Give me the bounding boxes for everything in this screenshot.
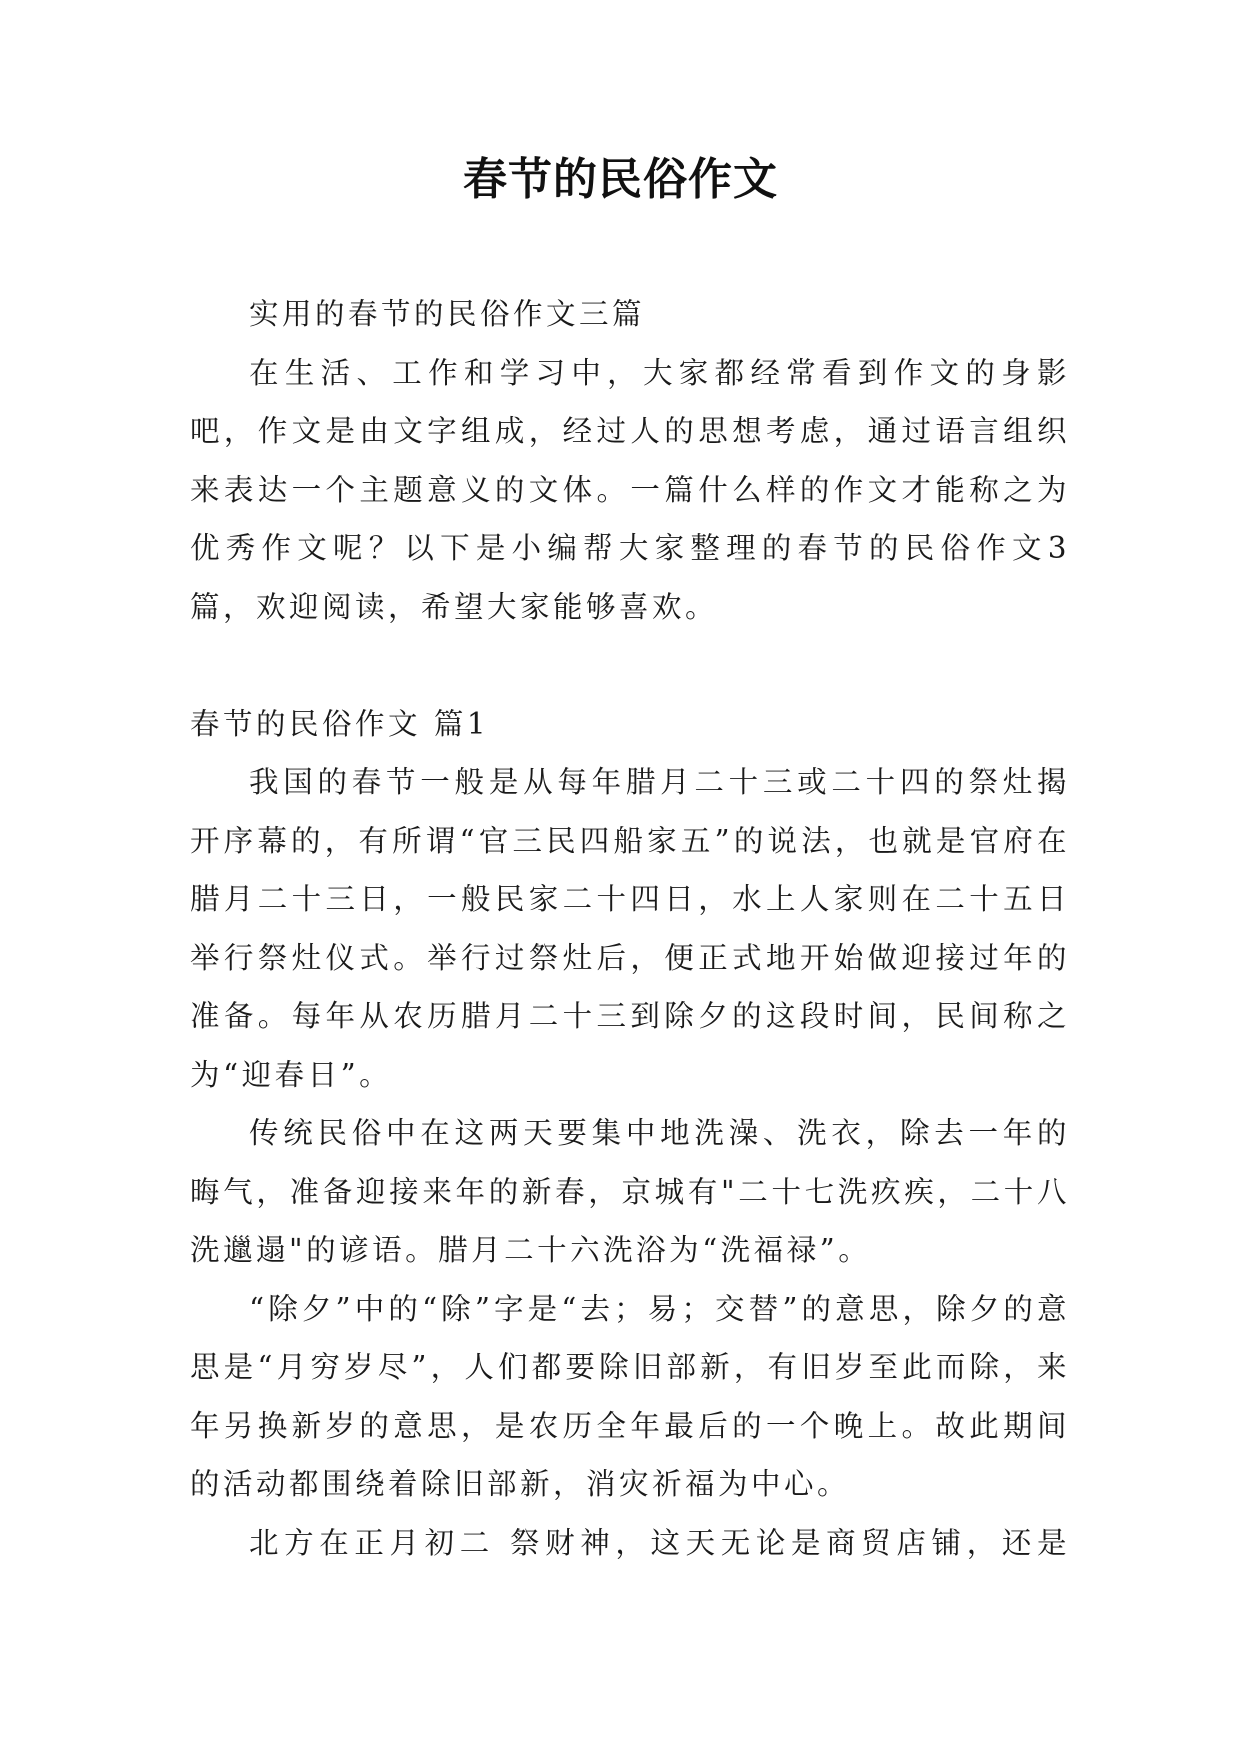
body-paragraph: “除夕”中的“除”字是“去；易；交替”的意思，除夕的意思是“月穷岁尽”，人们都要除旧部新，有旧岁至此而除，来年另换新岁的意思，是农历全年最后的一个晚上。故此期间的活动都围绕着除旧部新，消灾祈福为中心。 bbox=[190, 1291, 1070, 1501]
intro-paragraph: 在生活、工作和学习中，大家都经常看到作文的身影吧，作文是由文字组成，经过人的思想考虑，通过语言组织来表达一个主题意义的文体。一篇什么样的作文才能称之为优秀作文呢？以下是小编帮大家整理的春节的民俗作文3篇，欢迎阅读，希望大家能够喜欢。 bbox=[190, 355, 1070, 624]
subtitle-paragraph: 实用的春节的民俗作文三篇 bbox=[249, 297, 646, 331]
paragraph-spacer bbox=[190, 636, 1070, 695]
document-title: 春节的民俗作文 bbox=[463, 154, 778, 205]
body-paragraph: 我国的春节一般是从每年腊月二十三或二十四的祭灶揭开序幕的，有所谓“官三民四船家五”的说法，也就是官府在腊月二十三日，一般民家二十四日，水上人家则在二十五日举行祭灶仪式。举行过祭灶后，便正式地开始做迎接过年的准备。每年从农历腊月二十三到除夕的这段时间，民间称之为“迎春日”。 bbox=[190, 765, 1070, 1092]
section-heading: 春节的民俗作文 篇1 bbox=[190, 706, 490, 741]
last-paragraph-wrap bbox=[190, 1514, 1070, 1573]
body-paragraph: 北方在正月初二 祭财神，这天无论是商贸店铺，还是 bbox=[249, 1525, 1070, 1560]
document-body bbox=[190, 285, 1070, 1572]
body-paragraph: 传统民俗中在这两天要集中地洗澡、洗衣，除去一年的晦气，准备迎接来年的新春，京城有"二十七洗疚疾，二十八洗邋遢"的谚语。腊月二十六洗浴为“洗福禄”。 bbox=[190, 1116, 1070, 1267]
